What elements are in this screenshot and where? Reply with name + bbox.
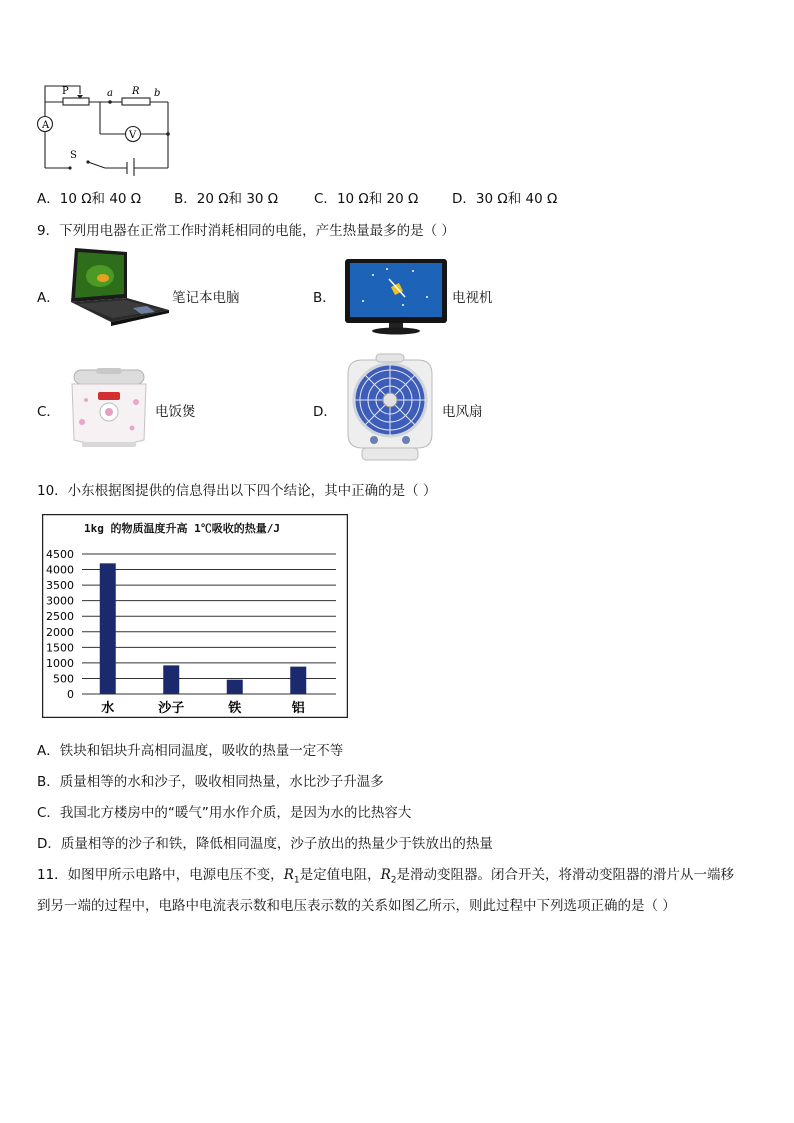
x-category-label: 水 [101, 701, 115, 716]
node-a-label: a [107, 88, 113, 99]
chart-title: 1kg 的物质温度升高 1℃吸收的热量/J [84, 522, 280, 535]
q8-option-c[interactable]: C．10 Ω和 20 Ω [314, 191, 419, 207]
y-tick-label: 2000 [46, 625, 74, 639]
q10-option-b[interactable]: B．质量相等的水和沙子，吸收相同热量，水比沙子升温多 [37, 774, 384, 790]
q9-choice-b-name: 电视机 [452, 290, 493, 306]
y-tick-label: 3500 [46, 579, 74, 593]
node-b-label: b [154, 88, 161, 99]
fan-icon[interactable] [340, 352, 440, 464]
x-category-label: 沙子 [158, 701, 185, 716]
y-tick-label: 1000 [46, 656, 74, 670]
bar-1 [163, 665, 179, 694]
y-tick-label: 2500 [46, 610, 74, 624]
bar-0 [100, 563, 116, 694]
bar-2 [227, 680, 243, 694]
resistor-label: R [132, 86, 140, 97]
q10-option-a[interactable]: A．铁块和铝块升高相同温度，吸收的热量一定不等 [37, 743, 344, 759]
q9-choice-d-letter: D． [313, 404, 337, 420]
q10-stem: 10．小东根据图提供的信息得出以下四个结论，其中正确的是（ ） [37, 483, 437, 499]
voltmeter-label: V [129, 130, 137, 141]
q8-option-d[interactable]: D．30 Ω和 40 Ω [452, 191, 558, 207]
q11-line-1: 11．如图甲所示电路中，电源电压不变，$R_1$是定值电阻，$R_2$是滑动变阻器。闭合开关，将滑动变阻器的滑片从一端移 [37, 867, 734, 886]
y-tick-label: 3000 [46, 594, 74, 608]
slider-label: P [62, 86, 69, 97]
circuit-diagram [30, 76, 180, 176]
specific-heat-chart [42, 514, 348, 718]
bar-3 [290, 667, 306, 694]
y-tick-label: 1500 [46, 641, 74, 655]
q10-option-c[interactable]: C．我国北方楼房中的“暖气”用水作介质，是因为水的比热容大 [37, 805, 412, 821]
tv-icon[interactable] [343, 257, 449, 335]
q9-stem: 9．下列用电器在正常工作时消耗相同的电能，产生热量最多的是（ ） [37, 223, 455, 239]
q9-choice-a-name: 笔记本电脑 [172, 290, 240, 306]
q11-line-2: 到另一端的过程中，电路中电流表示数和电压表示数的关系如图乙所示，则此过程中下列选项正确的是（ ） [37, 898, 676, 914]
q8-option-b[interactable]: B．20 Ω和 30 Ω [174, 191, 279, 207]
q9-choice-c-name: 电饭煲 [155, 404, 196, 420]
y-tick-label: 4000 [46, 563, 74, 577]
y-tick-label: 0 [67, 688, 74, 701]
q9-choice-c-letter: C． [37, 404, 60, 420]
y-tick-label: 500 [53, 672, 74, 686]
q9-choice-b-letter: B． [313, 290, 336, 306]
rice-cooker-icon[interactable] [66, 366, 152, 452]
switch-label: S [70, 150, 77, 161]
x-category-label: 铁 [228, 701, 242, 716]
q9-choice-d-name: 电风扇 [442, 404, 483, 420]
y-tick-label: 4500 [46, 548, 74, 561]
x-category-label: 铝 [291, 701, 305, 716]
laptop-icon[interactable] [67, 246, 171, 326]
q9-choice-a-letter: A． [37, 290, 60, 306]
q10-option-d[interactable]: D．质量相等的沙子和铁，降低相同温度，沙子放出的热量少于铁放出的热量 [37, 836, 493, 852]
ammeter-label: A [42, 120, 50, 131]
q8-option-a[interactable]: A．10 Ω和 40 Ω [37, 191, 142, 207]
